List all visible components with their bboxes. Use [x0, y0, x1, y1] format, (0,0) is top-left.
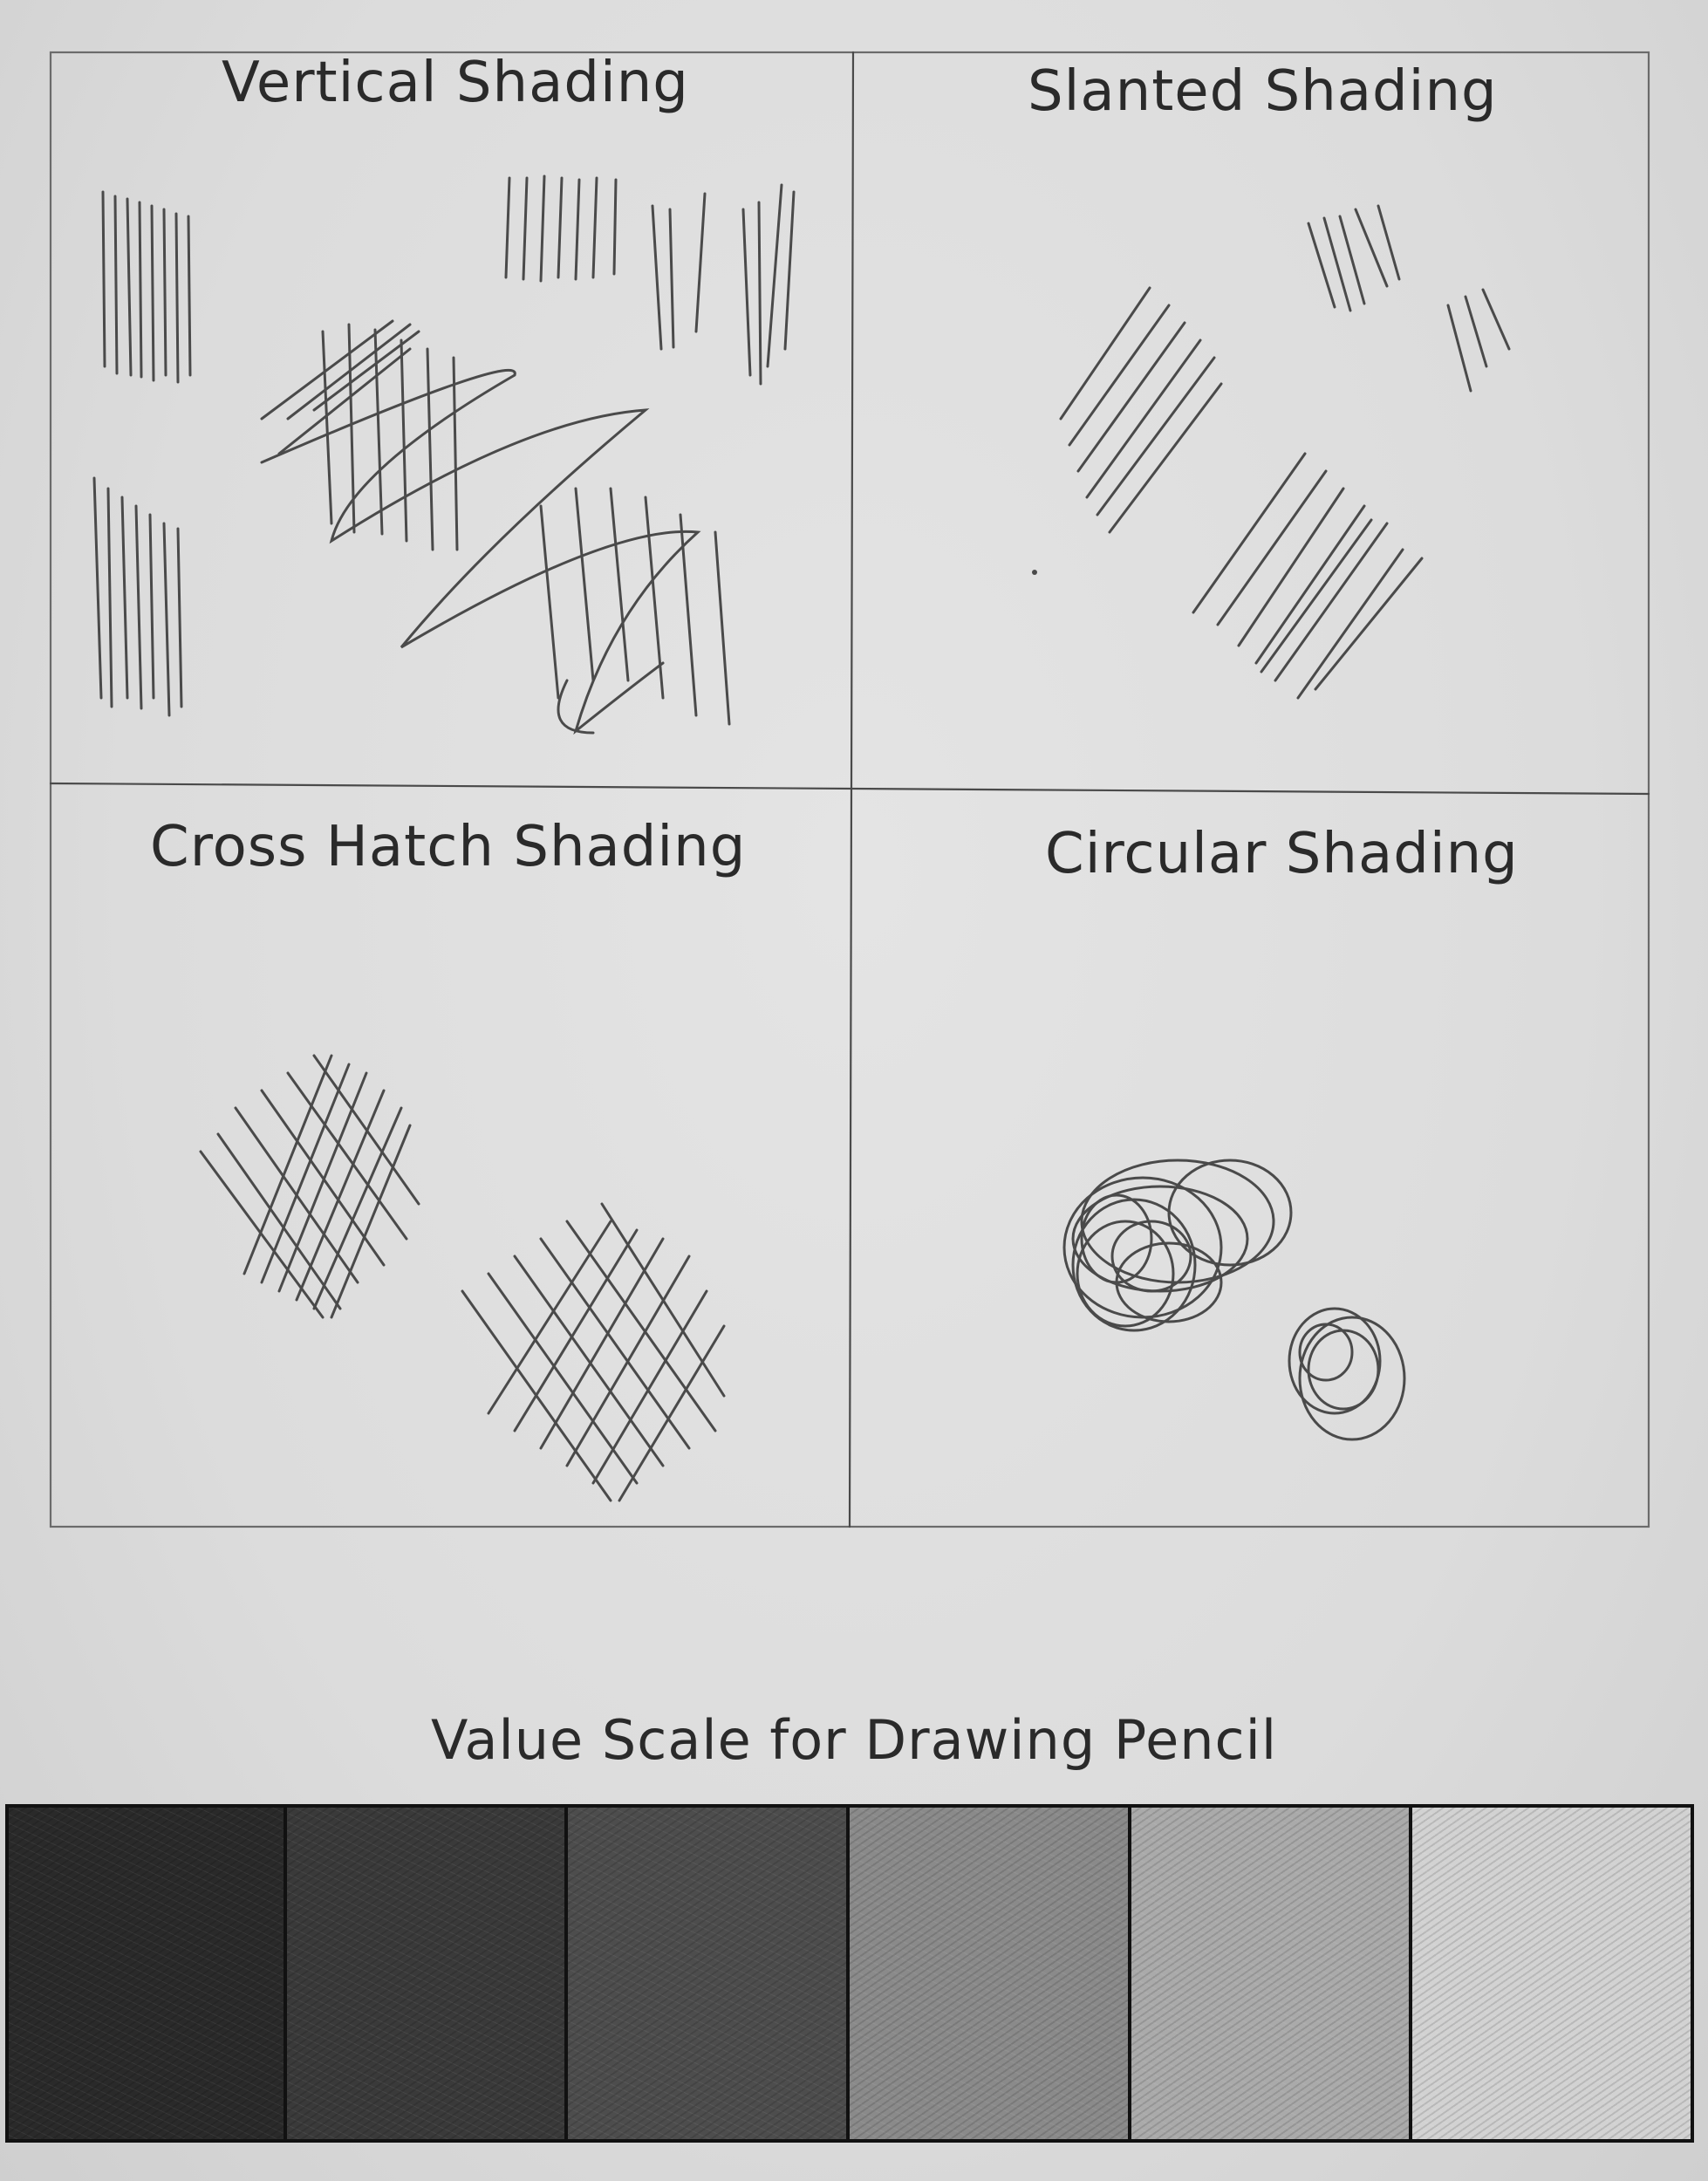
value-scale	[5, 1804, 1694, 2143]
value-scale-title: Value Scale for Drawing Pencil	[430, 1708, 1278, 1772]
title-slanted-shading: Slanted Shading	[1028, 59, 1498, 124]
title-vertical-shading: Vertical Shading	[222, 51, 689, 115]
title-circular-shading: Circular Shading	[1045, 822, 1519, 886]
value-swatch-1	[5, 1804, 287, 2143]
value-swatch-3	[568, 1804, 850, 2143]
value-swatch-5	[1131, 1804, 1413, 2143]
value-swatch-2	[287, 1804, 569, 2143]
value-swatch-6	[1412, 1804, 1694, 2143]
title-cross-hatch-shading: Cross Hatch Shading	[150, 815, 747, 879]
value-swatch-4	[850, 1804, 1131, 2143]
